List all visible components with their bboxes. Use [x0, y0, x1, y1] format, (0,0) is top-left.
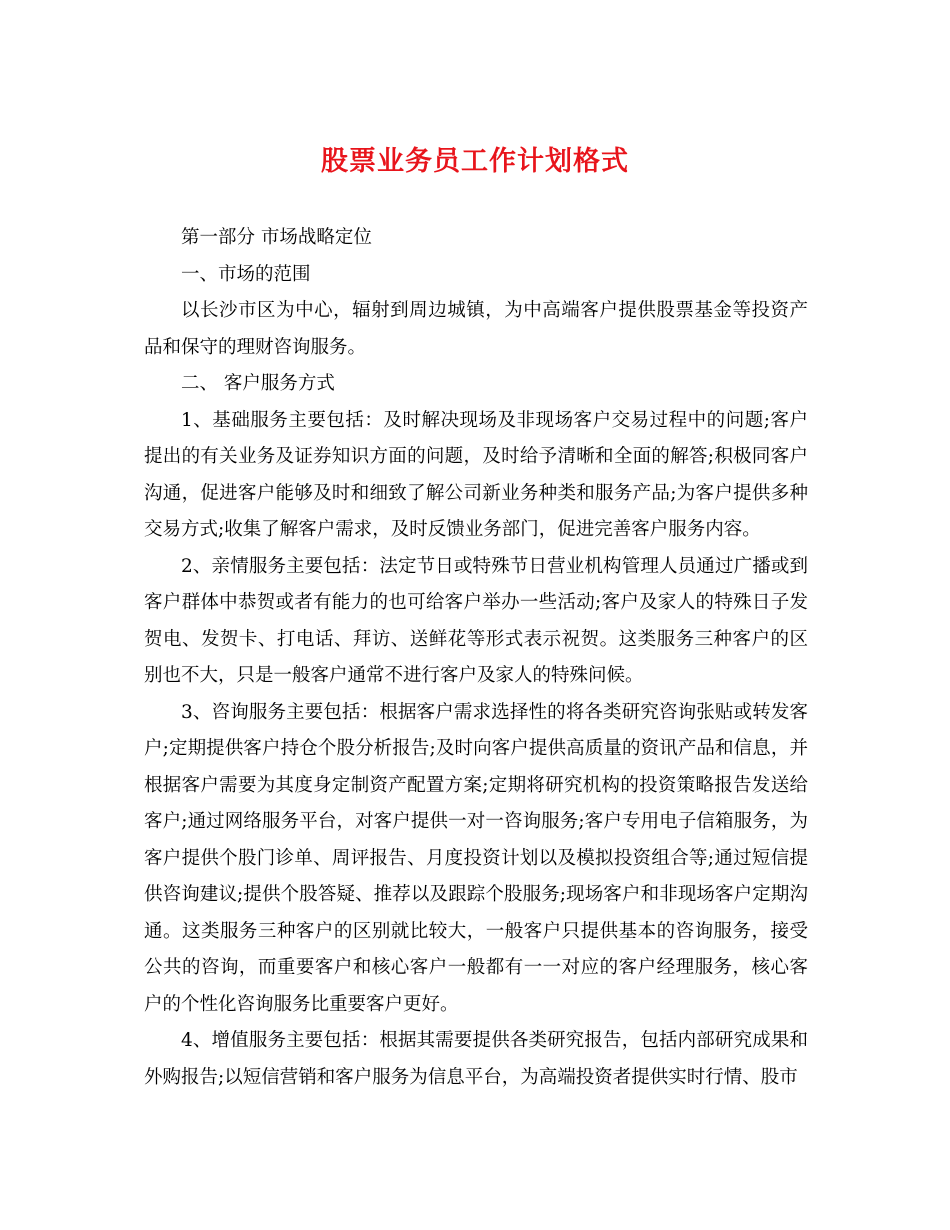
body-paragraph: 4、增值服务主要包括：根据其需要提供各类研究报告，包括内部研究成果和外购报告;以短信营销和客户服务为信息平台，为高端投资者提供实时行情、股市: [144, 1030, 808, 1088]
body-paragraph: 3、咨询服务主要包括：根据客户需求选择性的将各类研究咨询张贴或转发客户;定期提供客户持仓个股分析报告;及时向客户提供高质量的资讯产品和信息，并根据客户需要为其度身定制资产配置方案;定期将研究机构的投资策略报告发送给客户;通过网络服务平台，对客户提供一对一咨询服务;客户专用电子信箱服务，为客户提供个股门诊单、周评报告、月度投资计划以及模拟投资组合等;通过短信提供咨询建议;提供个股答疑、推荐以及跟踪个股服务;现场客户和非现场客户定期沟通。这类服务三种客户的区别就比较大，一般客户只提供基本的咨询服务，接受公共的咨询，而重要客户和核心客户一般都有一一对应的客户经理服务，核心客户的个性化咨询服务比重要客户更好。: [144, 701, 808, 1015]
body-paragraph: 2、亲情服务主要包括：法定节日或特殊节日营业机构管理人员通过广播或到客户群体中恭贺或者有能力的也可给客户举办一些活动;客户及家人的特殊日子发贺电、发贺卡、打电话、拜访、送鲜花等形式表示祝贺。这类服务三种客户的区别也不大，只是一般客户通常不进行客户及家人的特殊问候。: [144, 555, 808, 686]
section-heading: 第一部分 市场战略定位: [181, 227, 372, 248]
subsection-heading: 二、 客户服务方式: [181, 373, 335, 394]
subsection-heading: 一、市场的范围: [181, 263, 311, 285]
document-body: [144, 220, 808, 1096]
body-paragraph: 1、基础服务主要包括：及时解决现场及非现场客户交易过程中的问题;客户提出的有关业务及证券知识方面的问题，及时给予清晰和全面的解答;积极同客户沟通，促进客户能够及时和细致了解公司新业务种类和服务产品;为客户提供多种交易方式;收集了解客户需求，及时反馈业务部门，促进完善客户服务内容。: [144, 409, 808, 540]
body-paragraph: 以长沙市区为中心，辐射到周边城镇，为中高端客户提供股票基金等投资产品和保守的理财咨询服务。: [144, 300, 808, 358]
document-title: 股票业务员工作计划格式: [321, 146, 629, 177]
